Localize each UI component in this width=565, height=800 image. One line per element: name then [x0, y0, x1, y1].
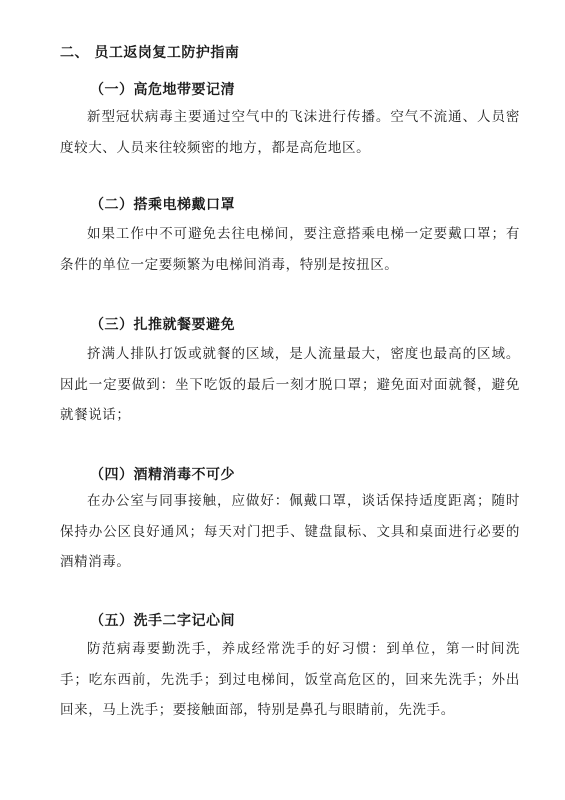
section-body-4: 在办公室与同事接触，应做好：佩戴口罩，谈话保持适度距离；随时保持办公区良好通风；每天对门把手、键盘鼠标、文具和桌面进行必要的酒精消毒。 [60, 493, 520, 570]
section-heading-5: （五）洗手二字记心间 [90, 613, 235, 629]
section-heading-4: （四）酒精消毒不可少 [90, 467, 235, 483]
section-body-1: 新型冠状病毒主要通过空气中的飞沫进行传播。空气不流通、人员密度较大、人员来往较频密的地方，都是高危地区。 [60, 109, 520, 156]
section-heading-2: （二）搭乘电梯戴口罩 [90, 197, 235, 213]
document-title: 二、 员工返岗复工防护指南 [60, 45, 240, 61]
section-body-2: 如果工作中不可避免去往电梯间，要注意搭乘电梯一定要戴口罩；有条件的单位一定要频繁为电梯间消毒，特别是按扭区。 [60, 226, 520, 273]
section-body-5: 防范病毒要勤洗手，养成经常洗手的好习惯：到单位，第一时间洗手；吃东西前，先洗手；到过电梯间，饭堂高危区的，回来先洗手；外出回来，马上洗手；要接触面部，特别是鼻孔与眼睛前，先洗手。 [60, 641, 520, 718]
section-heading-3: （三）扎推就餐要避免 [90, 317, 235, 333]
section-heading-1: （一）高危地带要记清 [90, 82, 235, 98]
section-body-3: 挤满人排队打饭或就餐的区域，是人流量最大，密度也最高的区域。因此一定要做到：坐下吃饭的最后一刻才脱口罩；避免面对面就餐，避免就餐说话； [60, 346, 520, 423]
